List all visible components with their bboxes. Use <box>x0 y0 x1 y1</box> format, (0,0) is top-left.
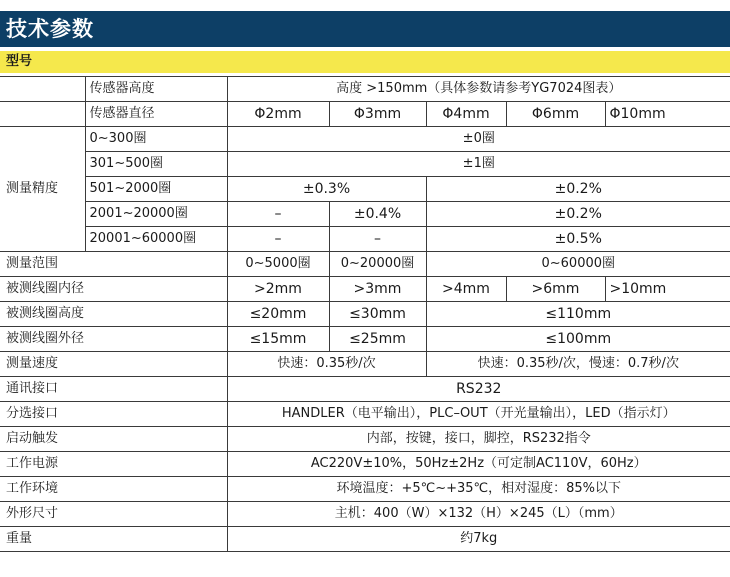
table-row <box>0 77 730 102</box>
cell-value: Φ2mm <box>227 102 329 127</box>
table-row <box>0 252 730 277</box>
cell-value: ≤25mm <box>329 327 426 352</box>
row-label: 工作环境 <box>0 477 227 502</box>
table-row <box>0 352 730 377</box>
table-row <box>0 452 730 477</box>
row-label: 传感器高度 <box>85 77 227 102</box>
cell-value: Φ6mm <box>506 102 605 127</box>
table-row <box>0 152 730 177</box>
row-label: 被测线圈高度 <box>0 302 227 327</box>
table-row <box>0 177 730 202</box>
sub-label: 0~300圈 <box>85 127 227 152</box>
row-group-empty <box>0 102 85 127</box>
cell-value: 高度 >150mm（具体参数请参考YG7024图表） <box>227 77 730 102</box>
cell-value: 快速：0.35秒/次，慢速：0.7秒/次 <box>426 352 730 377</box>
cell-value: ≤110mm <box>426 302 730 327</box>
cell-value: Φ3mm <box>329 102 426 127</box>
table-row <box>0 302 730 327</box>
row-label: 被测线圈内径 <box>0 277 227 302</box>
table-row <box>0 202 730 227</box>
cell-value: ±0圈 <box>227 127 730 152</box>
table-row <box>0 377 730 402</box>
model-header: 型号 <box>0 51 730 73</box>
cell-value: ≤20mm <box>227 302 329 327</box>
cell-value: AC220V±10%，50Hz±2Hz（可定制AC110V，60Hz） <box>227 452 730 477</box>
cell-value: – <box>329 227 426 252</box>
sub-label: 20001~60000圈 <box>85 227 227 252</box>
sub-label: 2001~20000圈 <box>85 202 227 227</box>
cell-value: >3mm <box>329 277 426 302</box>
cell-value: 0~20000圈 <box>329 252 426 277</box>
table-row <box>0 127 730 152</box>
cell-value: Φ4mm <box>426 102 506 127</box>
cell-value: >10mm <box>605 277 730 302</box>
row-label: 分选接口 <box>0 402 227 427</box>
table-row <box>0 527 730 552</box>
table-row <box>0 502 730 527</box>
cell-value: >4mm <box>426 277 506 302</box>
table-row <box>0 327 730 352</box>
row-label: 被测线圈外径 <box>0 327 227 352</box>
spec-table <box>0 76 730 552</box>
sub-label: 301~500圈 <box>85 152 227 177</box>
cell-value: ±0.4% <box>329 202 426 227</box>
table-row <box>0 227 730 252</box>
cell-value: Φ10mm <box>605 102 730 127</box>
cell-value: ≤15mm <box>227 327 329 352</box>
row-label: 工作电源 <box>0 452 227 477</box>
row-label: 测量速度 <box>0 352 227 377</box>
cell-value: 快速：0.35秒/次 <box>227 352 426 377</box>
table-row <box>0 277 730 302</box>
row-label: 测量精度 <box>0 127 85 252</box>
cell-value: – <box>227 227 329 252</box>
row-label: 测量范围 <box>0 252 227 277</box>
cell-value: >2mm <box>227 277 329 302</box>
table-row <box>0 477 730 502</box>
row-label: 外形尺寸 <box>0 502 227 527</box>
page-title: 技术参数 <box>0 11 730 47</box>
cell-value: 内部，按键，接口，脚控，RS232指令 <box>227 427 730 452</box>
sub-label: 501~2000圈 <box>85 177 227 202</box>
cell-value: 约7kg <box>227 527 730 552</box>
cell-value: 0~5000圈 <box>227 252 329 277</box>
row-group-empty <box>0 77 85 102</box>
row-label: 传感器直径 <box>85 102 227 127</box>
cell-value: 环境温度：+5℃~+35℃，相对湿度：85%以下 <box>227 477 730 502</box>
cell-value: ±0.3% <box>227 177 426 202</box>
cell-value: ±0.2% <box>426 177 730 202</box>
cell-value: 0~60000圈 <box>426 252 730 277</box>
cell-value: ≤30mm <box>329 302 426 327</box>
table-row <box>0 402 730 427</box>
cell-value: >6mm <box>506 277 605 302</box>
cell-value: RS232 <box>227 377 730 402</box>
cell-value: ±0.5% <box>426 227 730 252</box>
row-label: 通讯接口 <box>0 377 227 402</box>
row-label: 重量 <box>0 527 227 552</box>
cell-value: ±0.2% <box>426 202 730 227</box>
cell-value: HANDLER（电平输出），PLC–OUT（开光量输出），LED（指示灯） <box>227 402 730 427</box>
cell-value: ≤100mm <box>426 327 730 352</box>
cell-value: ±1圈 <box>227 152 730 177</box>
table-row <box>0 427 730 452</box>
cell-value: – <box>227 202 329 227</box>
cell-value: 主机：400（W）×132（H）×245（L）（mm） <box>227 502 730 527</box>
row-label: 启动触发 <box>0 427 227 452</box>
table-row <box>0 102 730 127</box>
